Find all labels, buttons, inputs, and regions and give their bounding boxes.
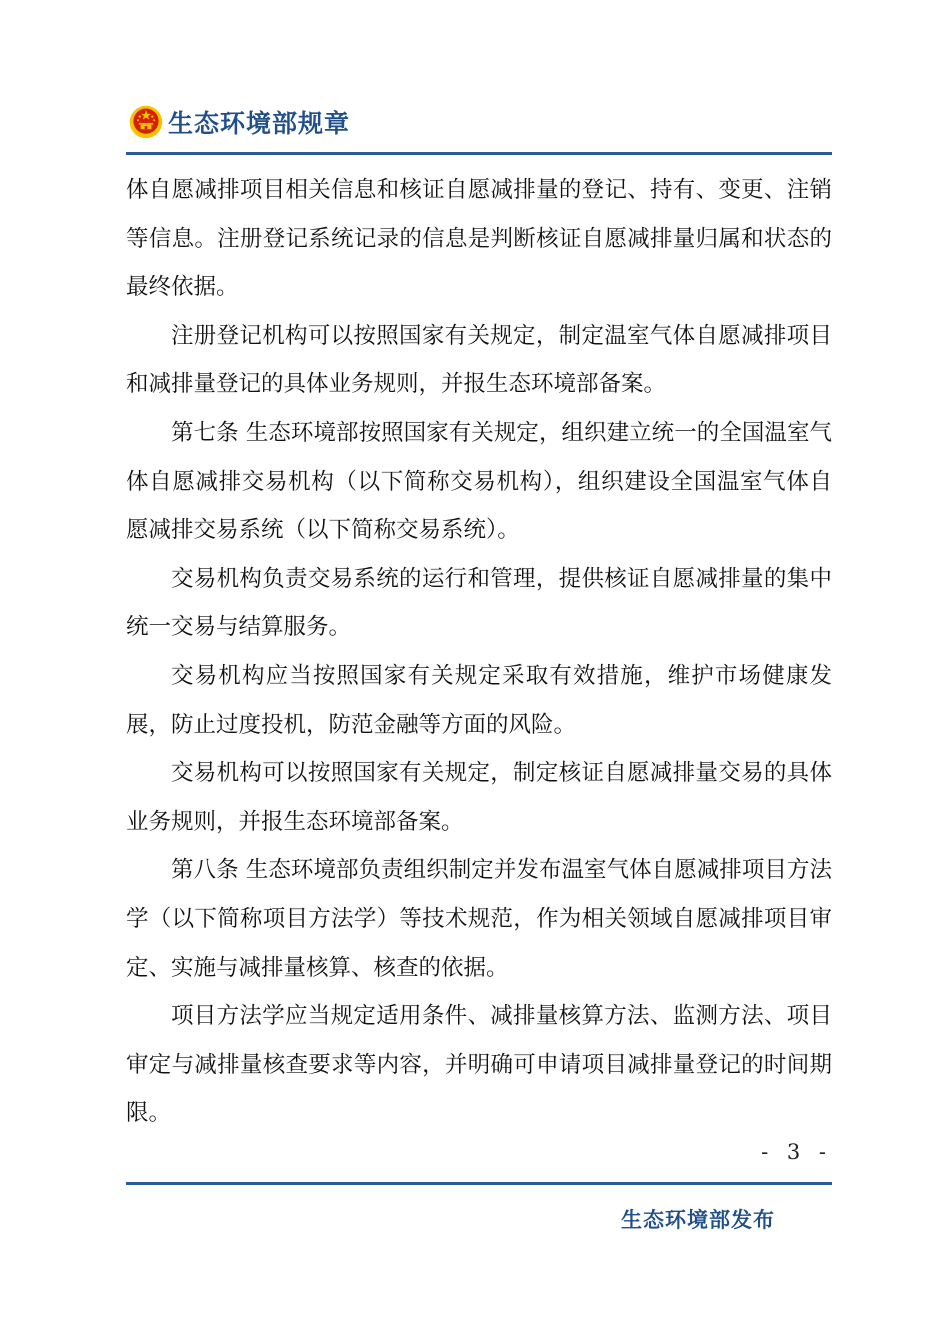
paragraph: 第八条 生态环境部负责组织制定并发布温室气体自愿减排项目方法学（以下简称项目方法学）等技术规范，作为相关领域自愿减排项目审定、实施与减排量核算、核查的依据。: [126, 857, 832, 981]
paragraph: 注册登记机构可以按照国家有关规定，制定温室气体自愿减排项目和减排量登记的具体业务规则，并报生态环境部备案。: [126, 322, 832, 398]
paragraph: 第七条 生态环境部按照国家有关规定，组织建立统一的全国温室气体自愿减排交易机构（以下简称交易机构），组织建设全国温室气体自愿减排交易系统（以下简称交易系统）。: [126, 419, 832, 544]
page-number: - 3 -: [761, 1140, 832, 1164]
national-emblem-icon: [128, 104, 164, 140]
footer-divider: [126, 1182, 832, 1185]
paragraph: 项目方法学应当规定适用条件、减排量核算方法、监测方法、项目审定与减排量核查要求等内容，并明确可申请项目减排量登记的时间期限。: [126, 1003, 832, 1127]
paragraph: 交易机构应当按照国家有关规定采取有效措施，维护市场健康发展，防止过度投机，防范金融等方面的风险。: [126, 662, 832, 738]
document-header: [128, 98, 350, 146]
paragraph: 体自愿减排项目相关信息和核证自愿减排量的登记、持有、变更、注销等信息。注册登记系统记录的信息是判断核证自愿减排量归属和状态的最终依据。: [126, 177, 832, 301]
paragraph: 交易机构负责交易系统的运行和管理，提供核证自愿减排量的集中统一交易与结算服务。: [126, 565, 832, 641]
header-title: 生态环境部规章: [168, 109, 351, 138]
footer-publisher: 生态环境部发布: [621, 1208, 775, 1232]
paragraph: 交易机构可以按照国家有关规定，制定核证自愿减排量交易的具体业务规则，并报生态环境部备案。: [126, 760, 832, 835]
document-body: [126, 166, 832, 1138]
header-divider: [126, 152, 832, 155]
